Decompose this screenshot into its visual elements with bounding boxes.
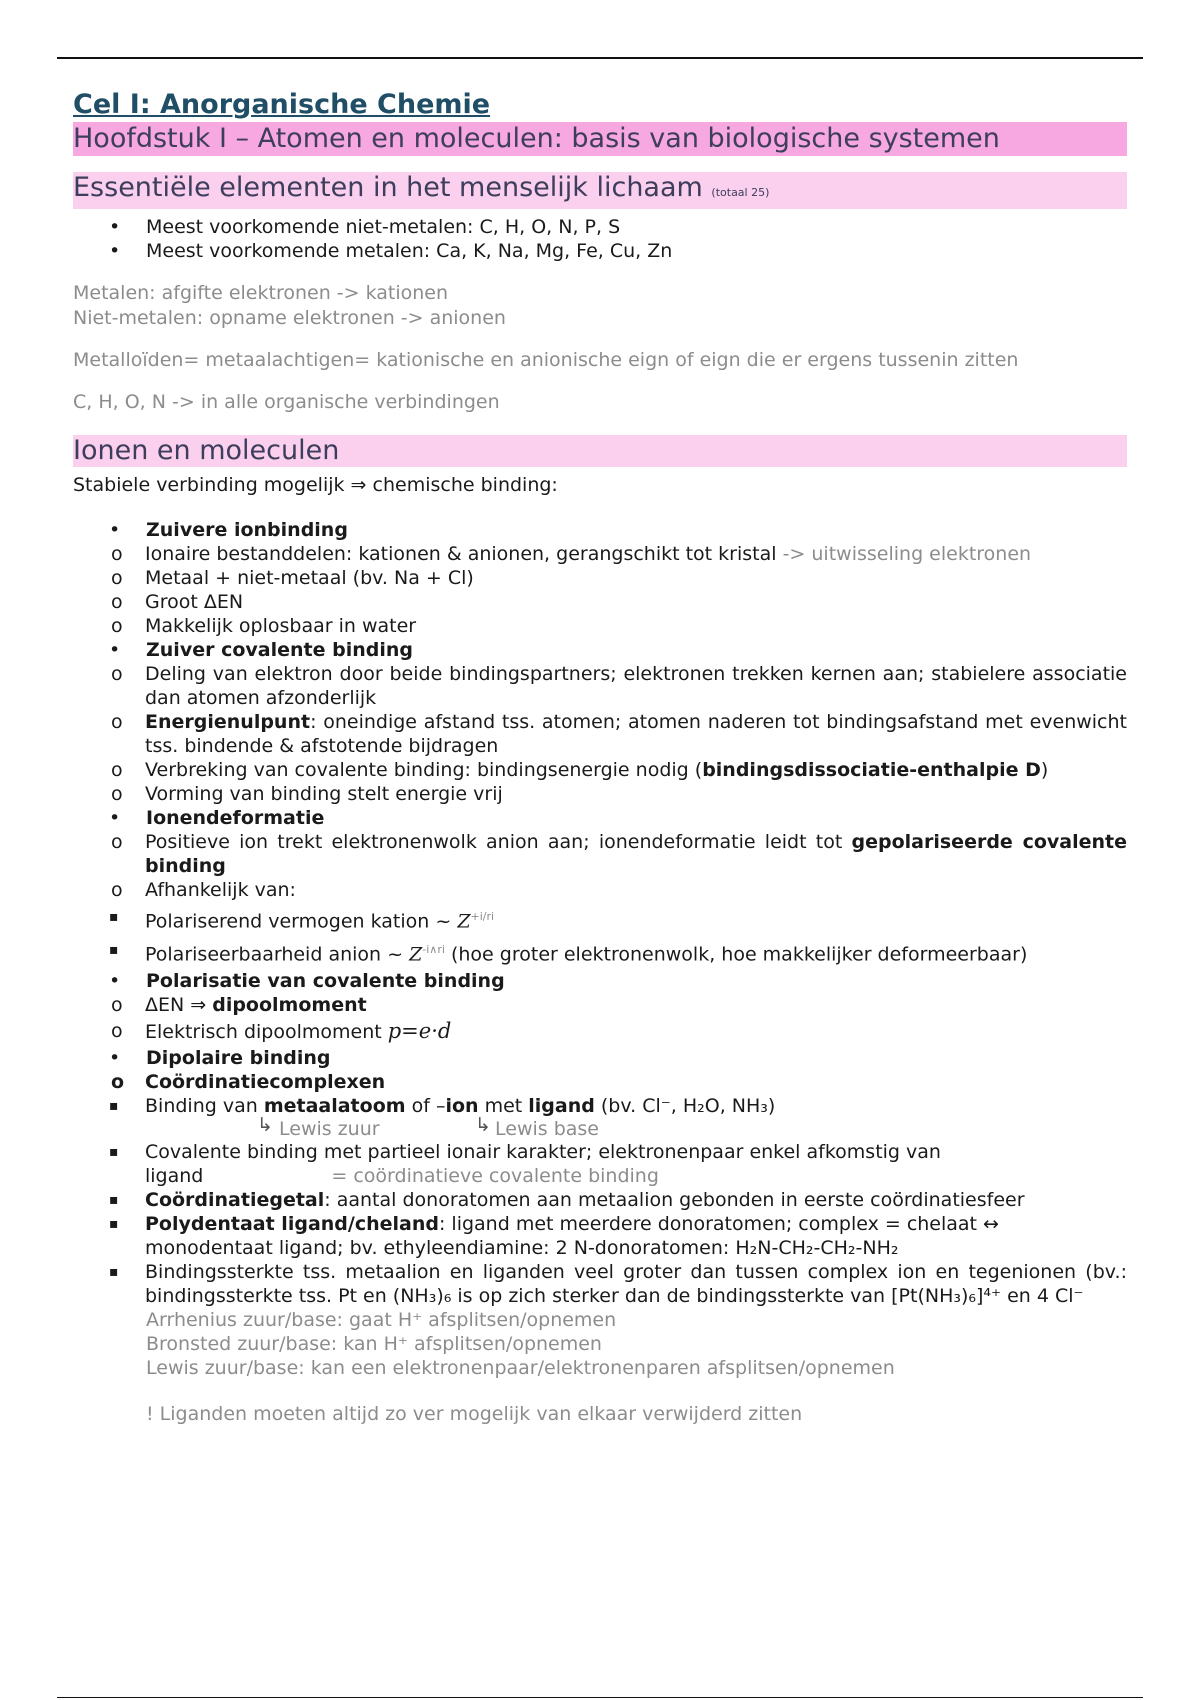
list-item: ▪ Bindingssterkte tss. metaalion en liganden veel groter dan tussen complex ion en tegenionen (bv.: bindingssterkte tss. Pt en (NH₃)₆ is op zich sterker dan de bindingssterkte van [Pt(NH₃)₆]⁴⁺ en 4 Cl⁻ bbox=[73, 1260, 1127, 1308]
binding-title: Ionendeformatie bbox=[146, 807, 325, 829]
item-text: of – bbox=[405, 1094, 446, 1117]
list-item bbox=[73, 993, 1127, 1017]
list-item bbox=[73, 1188, 1127, 1212]
note-nonmetals: Niet-metalen: opname elektronen -> anionen bbox=[73, 307, 506, 329]
sublist bbox=[73, 542, 1127, 638]
list-item bbox=[73, 1140, 1127, 1188]
lewis-annotations bbox=[145, 1113, 1127, 1140]
list-item bbox=[73, 710, 1127, 758]
list-item: • Meest voorkomende niet-metalen: C, H, O, N, P, S bbox=[73, 215, 1127, 239]
math: Z bbox=[409, 943, 423, 966]
list-item bbox=[73, 542, 1127, 566]
list-item bbox=[73, 1212, 1127, 1260]
bottom-rule bbox=[57, 1697, 1143, 1698]
sub-sublist bbox=[73, 1094, 1127, 1308]
item-text: Covalente binding met partieel ionair karakter; elektronenpaar enkel afkomstig van ligand bbox=[145, 1140, 941, 1187]
list-item-deformation bbox=[73, 806, 1127, 969]
item-text: : aantal donoratomen aan metaalion gebonden in eerste coördinatiesfeer bbox=[324, 1188, 1025, 1211]
item-text: Verbreking van covalente binding: bindingsenergie nodig ( bbox=[145, 759, 703, 781]
math: p=e·d bbox=[387, 1018, 452, 1043]
item-text: Polariserend vermogen kation ~ bbox=[145, 910, 458, 933]
list-item: o Metaal + niet-metaal (bv. Na + Cl) bbox=[73, 566, 1127, 590]
item-text: met bbox=[478, 1094, 529, 1117]
bindings-list bbox=[73, 518, 1127, 1308]
list-item bbox=[73, 1094, 1127, 1140]
binding-title: Zuiver covalente binding bbox=[146, 639, 413, 661]
final-note: ! Liganden moeten altijd zo ver mogelijk van elkaar verwijderd zitten bbox=[146, 1402, 803, 1425]
list-item-covalent bbox=[73, 638, 1127, 806]
acid-note: Bronsted zuur/base: kan H⁺ afsplitsen/opnemen bbox=[146, 1332, 602, 1355]
lewis-base-label: Lewis base bbox=[495, 1117, 599, 1140]
sub-sublist bbox=[73, 902, 1127, 969]
term: Coördinatiegetal bbox=[145, 1188, 325, 1211]
acid-note: Lewis zuur/base: kan een elektronenpaar/elektronenparen afsplitsen/opnemen bbox=[146, 1356, 895, 1379]
lewis-acid-label: Lewis zuur bbox=[279, 1117, 380, 1140]
item-text: Ionaire bestanddelen: kationen & anionen, gerangschikt tot kristal bbox=[145, 543, 777, 565]
sublist bbox=[73, 662, 1127, 806]
list-item: o Vorming van binding stelt energie vrij bbox=[73, 782, 1127, 806]
elements-list bbox=[73, 215, 1127, 263]
item-note: = coördinatieve covalente binding bbox=[331, 1164, 659, 1187]
item-text: Polariseerbaarheid anion ~ bbox=[145, 943, 410, 966]
binding-title: Polarisatie van covalente binding bbox=[146, 969, 505, 992]
list-item bbox=[73, 902, 1127, 936]
intro-text: Stabiele verbinding mogelijk ⇒ chemische binding: bbox=[73, 474, 558, 496]
item-text: (hoe groter elektronenwolk, hoe makkelijker deformeerbaar) bbox=[444, 943, 1028, 966]
superscript: +i/ri bbox=[470, 910, 495, 923]
list-item bbox=[73, 1070, 1127, 1308]
term: bindingsdissociatie-enthalpie D bbox=[702, 759, 1041, 781]
sublist bbox=[73, 993, 1127, 1046]
term: Energienulpunt bbox=[145, 711, 311, 733]
list-item bbox=[73, 936, 1127, 968]
top-rule bbox=[57, 57, 1143, 59]
term: ligand bbox=[528, 1094, 595, 1117]
list-item: • Meest voorkomende metalen: Ca, K, Na, Mg, Fe, Cu, Zn bbox=[73, 239, 1127, 263]
binding-title: Zuivere ionbinding bbox=[146, 519, 348, 541]
list-item: o Groot ΔEN bbox=[73, 590, 1127, 614]
sublist bbox=[73, 830, 1127, 969]
section-heading-text: Essentiële elementen in het menselijk lichaam bbox=[73, 172, 703, 203]
document-body bbox=[73, 88, 1127, 1426]
list-item: o Deling van elektron door beide bindingspartners; elektronen trekken kernen aan; stabielere associatie dan atomen afzonderlijk bbox=[73, 662, 1127, 710]
list-item bbox=[73, 758, 1127, 782]
item-text: Elektrisch dipoolmoment bbox=[145, 1020, 388, 1043]
chapter-title: Hoofdstuk I – Atomen en moleculen: basis van biologische systemen bbox=[73, 122, 1127, 156]
list-item: o Makkelijk oplosbaar in water bbox=[73, 614, 1127, 638]
section-heading-elements bbox=[73, 172, 1127, 209]
item-text: : oneindige afstand tss. atomen; atomen naderen tot bindingsafstand met evenwicht tss. bindende & afstotende bijdragen bbox=[145, 711, 1127, 757]
item-text: (bv. Cl⁻, H₂O, NH₃) bbox=[594, 1094, 776, 1117]
list-item-ionbinding bbox=[73, 518, 1127, 638]
item-note: -> uitwisseling elektronen bbox=[782, 543, 1032, 565]
note-metalloids: Metalloïden= metaalachtigen= kationische en anionische eign of eign die er ergens tussenin zitten bbox=[73, 349, 1019, 371]
term: gepolariseerde covalente binding bbox=[145, 831, 1128, 877]
list-item bbox=[73, 1017, 1127, 1046]
item-text: ΔEN ⇒ bbox=[145, 993, 213, 1016]
section-heading-ions: Ionen en moleculen bbox=[73, 435, 1127, 467]
item-text: Binding van bbox=[145, 1094, 264, 1117]
binding-title: Dipolaire binding bbox=[146, 1046, 331, 1069]
note-organic: C, H, O, N -> in alle organische verbindingen bbox=[73, 391, 500, 413]
list-item-polarisation bbox=[73, 969, 1127, 1046]
item-text: Afhankelijk van: bbox=[145, 879, 296, 901]
list-item-dipolar bbox=[73, 1046, 1127, 1308]
list-item bbox=[73, 878, 1127, 969]
cel-title: Cel I: Anorganische Chemie bbox=[73, 89, 491, 120]
term: Polydentaat ligand/cheland bbox=[145, 1212, 439, 1235]
list-item bbox=[73, 830, 1127, 878]
subsection-title: Coördinatiecomplexen bbox=[145, 1070, 386, 1093]
item-text: : ligand met meerdere donoratomen; complex = chelaat ↔ monodentaat ligand; bv. ethyleendiamine: 2 N-donoratomen: H₂N-CH₂-CH₂-NH₂ bbox=[145, 1212, 999, 1259]
term: ion bbox=[445, 1094, 479, 1117]
hook-arrow-icon: ↳ bbox=[475, 1113, 491, 1136]
term: metaalatoom bbox=[263, 1094, 406, 1117]
term: dipoolmoment bbox=[212, 993, 367, 1016]
math: Z bbox=[457, 910, 471, 933]
item-text: ) bbox=[1040, 759, 1049, 781]
acid-note: Arrhenius zuur/base: gaat H⁺ afsplitsen/opnemen bbox=[146, 1308, 617, 1331]
hook-arrow-icon: ↳ bbox=[257, 1113, 273, 1136]
note-metals: Metalen: afgifte elektronen -> kationen bbox=[73, 282, 449, 304]
section-heading-note: (totaal 25) bbox=[711, 186, 770, 199]
sublist bbox=[73, 1070, 1127, 1308]
item-text: Positieve ion trekt elektronenwolk anion aan; ionendeformatie leidt tot bbox=[145, 831, 852, 853]
superscript: -i∧ri bbox=[422, 943, 445, 957]
